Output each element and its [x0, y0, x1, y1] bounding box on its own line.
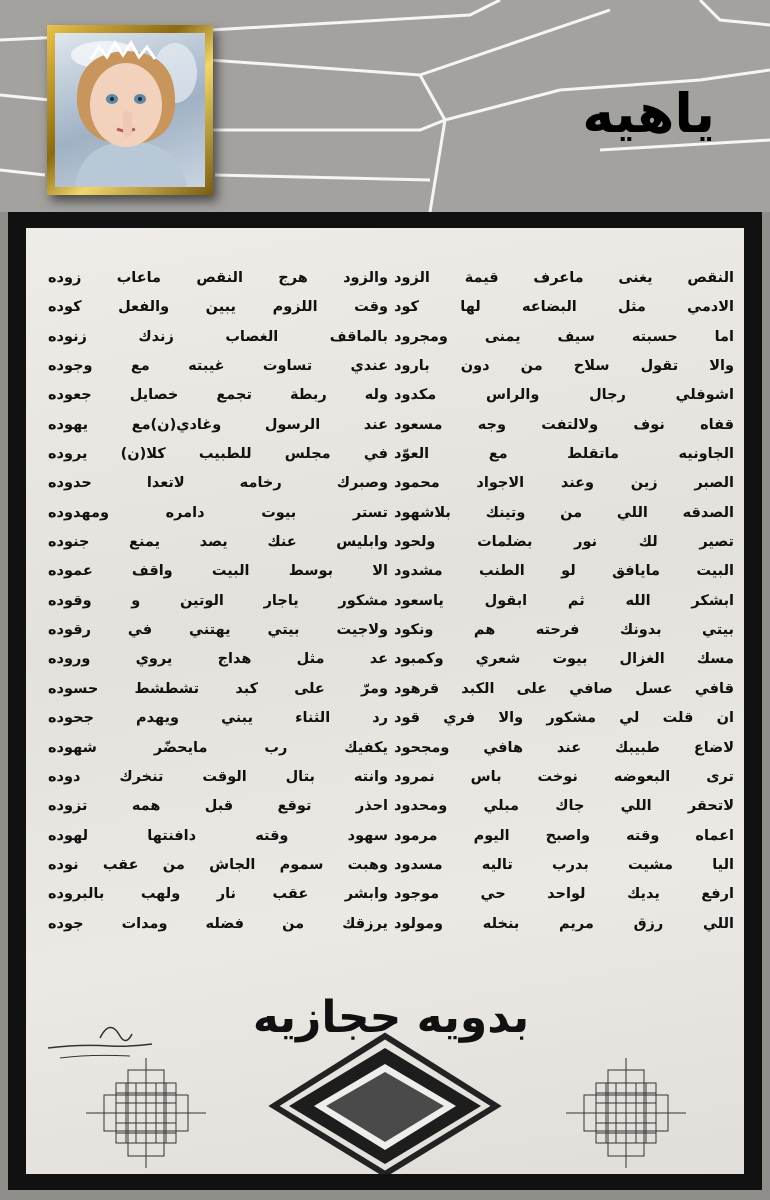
poem-line: وابليس عنك يصد يمنع جنوده [48, 534, 388, 551]
poem-line: عند الرسول وغادي(ن)مع يهوده [48, 416, 388, 433]
right-grid-ornament [566, 1058, 686, 1168]
poem-line: الصبر زين وعند الاجواد محمود [394, 475, 734, 492]
poem-line: يكفيك رب مايحضّر شهوده [48, 739, 388, 756]
girl-portrait-image [55, 33, 205, 187]
poem-paper [26, 228, 744, 1174]
portrait-photo [55, 33, 205, 187]
portrait-frame [47, 25, 213, 195]
poem-line: بيتي بدونك فرحته هم ونكود [394, 622, 734, 639]
poem-line: احذر توقع قبل همه تزوده [48, 798, 388, 815]
poem-line: في مجلس للطبيب كلا(ن) يروده [48, 446, 388, 463]
poem-line: الصدقه اللي من وتينك بلاشهود [394, 504, 734, 521]
center-diamond-ornament [274, 1036, 496, 1174]
poem-line: قفاه نوف ولالتفت وجه مسعود [394, 416, 734, 433]
poem-line: مشكور ياجار الوتين و وقوده [48, 592, 388, 609]
poem-title: ياهيه [582, 82, 715, 145]
poem-line: مسك الغزال بيوت شعري وكمبود [394, 651, 734, 668]
poem-line: البيت مايافق لو الطنب مشدود [394, 563, 734, 580]
poem-line: اعماه وقته واصبح اليوم مرمود [394, 827, 734, 844]
header-banner [0, 0, 770, 212]
poem-line: وانته بتال الوقت تنخرك دوده [48, 768, 388, 785]
poem-line: تستر بيوت دامره ومهدوده [48, 504, 388, 521]
poem-line: عد مثل هداج يروي وروده [48, 651, 388, 668]
author-name: بدويه حجازيه [252, 992, 530, 1043]
poem-line: ولاجيت بيتي يهتني في رقوده [48, 622, 388, 639]
poem-line: النقص يغنى ماعرف قيمة الزود [394, 270, 734, 286]
poem-line: عندي تساوت غيبته مع وجوده [48, 358, 388, 375]
poem-line: اليا مشيت بدرب تاليه مسدود [394, 856, 734, 873]
poem-line: رد الثناء يبني ويهدم جحوده [48, 710, 388, 727]
poem-frame [8, 212, 762, 1190]
poem-left-column [48, 264, 388, 939]
left-grid-ornament [86, 1058, 206, 1168]
poem-line: الجاونيه ماتقلط مع العوّد [394, 446, 734, 463]
poem-line: وهبت سموم الجاش من عقب نوده [48, 856, 388, 873]
poem-line: ان قلت لي مشكور والا فري قود [394, 710, 734, 727]
poem-line: ابشكر الله ثم ابقول ياسعود [394, 592, 734, 609]
poem-line: ارفع يديك لواحد حي موجود [394, 886, 734, 903]
poem-line: وصبرك رخامه لاتعدا حدوده [48, 475, 388, 492]
poem-line: الادمي مثل البضاعه لها كود [394, 299, 734, 316]
geometric-ornament [26, 1028, 744, 1174]
poem-line: ترى البعوضه نوخت باس نمرود [394, 768, 734, 785]
poem-line: اللي رزق مريم بنخله ومولود [394, 915, 734, 932]
poem-line: اشوفلي رجال والراس مكدود [394, 387, 734, 404]
poem-line: بالماقف الغصاب زندك زنوده [48, 328, 388, 345]
poem-line: لاضاع طبيبك عند هافي ومجحود [394, 739, 734, 756]
poem-line: اما حسبته سيف يمنى ومجرود [394, 328, 734, 345]
poem-line: ومرّ على كبد تشطشط حسوده [48, 680, 388, 697]
poem-line: وله ربطة تجمع خصايل جعوده [48, 387, 388, 404]
poem-line: الا بوسط البيت واقف عموده [48, 563, 388, 580]
poem-line: قافي عسل صافي على الكبد قرهود [394, 680, 734, 697]
poem-line: تصير لك نور بضلمات ولحود [394, 534, 734, 551]
poem-line: يرزقك من فضله ومدات جوده [48, 915, 388, 932]
poem-right-column [394, 264, 734, 939]
poem-line: وابشر عقب نار ولهب بالبروده [48, 886, 388, 903]
poem-line: والزود هرج النقص ماعاب زوده [48, 270, 388, 286]
poem-line: والا تقول سلاح من دون بارود [394, 358, 734, 375]
poem-line: وقت اللزوم يبين والفعل كوده [48, 299, 388, 316]
poem-line: سهود وقته دافنتها لهوده [48, 827, 388, 844]
poem-line: لاتحقر اللي جاك مبلي ومحدود [394, 798, 734, 815]
